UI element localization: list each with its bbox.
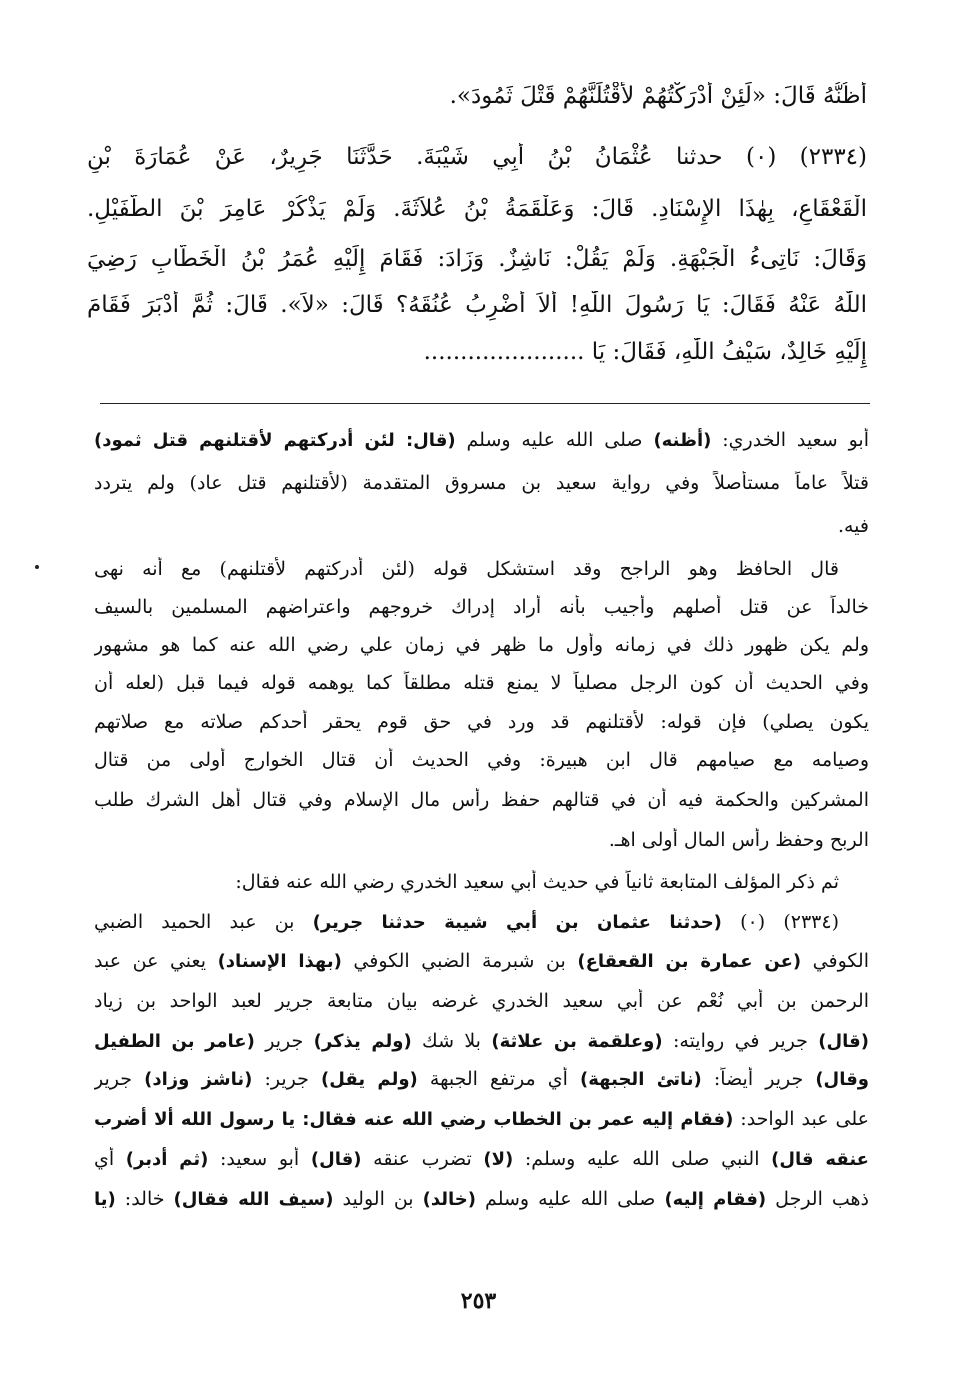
- plain-text: صلى الله عليه وسلم: [476, 1188, 665, 1210]
- plain-text: الرحمن بن أبي نُعْم عن أبي سعيد الخدري غرضه بيان متابعة جرير لعبد الواحد بن زياد: [94, 990, 869, 1012]
- commentary-line: [94, 788, 869, 813]
- bold-quote: (بهذا الإسناد): [217, 951, 342, 972]
- plain-text: بن عبد الحميد الضبي: [94, 911, 313, 933]
- commentary-line: [94, 1147, 869, 1172]
- bold-quote: (ولم يقل): [321, 1069, 418, 1090]
- plain-text: النبي صلى الله عليه وسلم:: [513, 1148, 772, 1170]
- bold-quote: (سيف الله فقال): [173, 1189, 334, 1210]
- plain-text: ولم يكن ظهور ذلك في زمانه وأول ما ظهر في زمان علي رضي الله عنه كما هو مشهور: [94, 634, 869, 656]
- bold-quote: (يا: [94, 1189, 116, 1210]
- commentary-line: [94, 595, 869, 620]
- plain-text: الربح وحفظ رأس المال أولى اهـ.: [608, 829, 869, 851]
- plain-text: أي: [94, 1148, 126, 1170]
- plain-text: تضرب عنقه: [361, 1148, 484, 1170]
- commentary-line: [94, 710, 869, 735]
- hadith-line: (٢٣٣٤) (٠) حدثنا عُثْمَانُ بْنُ أَبِي شَيْبَةَ. حَدَّثَنَا جَرِيرٌ، عَنْ عُمَارَةَ بْنِ: [87, 144, 867, 170]
- bold-quote: عنقه قال): [771, 1149, 869, 1170]
- commentary-line: [94, 1029, 869, 1054]
- bold-quote: وقال): [815, 1069, 869, 1090]
- plain-text: أي مرتفع الجبهة: [417, 1068, 580, 1090]
- plain-text: جرير:: [252, 1068, 322, 1090]
- plain-text: وصيامه مع صيامهم قال ابن هبيرة: وفي الحديث أن قتال الخوارج أولى من قتال: [94, 749, 869, 771]
- plain-text: أبو سعيد:: [208, 1148, 311, 1170]
- bold-quote: (ناتئ الجبهة): [580, 1069, 702, 1090]
- plain-text: (٢٣٣٤) (٠): [721, 911, 840, 933]
- commentary-line: [94, 748, 869, 773]
- plain-text: قال الحافظ وهو الراجح وقد استشكل قوله (لئن أدركتهم لأقتلنهم) مع أنه نهى: [94, 558, 839, 580]
- bold-quote: (لا): [483, 1149, 514, 1170]
- bold-quote: (عامر بن الطفيل: [94, 1031, 255, 1052]
- plain-text: بن الوليد: [333, 1188, 423, 1210]
- hadith-line: وَقَالَ: نَاتِىءُ الْجَبْهَةِ. وَلَمْ يَقُلْ: نَاشِزٌ. وَزَادَ: فَقَامَ إِلَيْهِ عُمَرُ بْنُ الْخَطَّابِ رَضِيَ: [87, 246, 867, 272]
- commentary-line: [94, 1187, 869, 1212]
- hadith-line: أَظُنُّهُ قَالَ: «لَئِنْ أَدْرَكْتُهُمْ لأَقْتُلَنَّهُمْ قَتْلَ ثَمُودَ».: [449, 83, 867, 109]
- plain-text: بلا شك: [411, 1030, 492, 1052]
- bold-quote: (قال): [818, 1031, 869, 1052]
- hadith-line: اللّٰهُ عَنْهُ فَقَالَ: يَا رَسُولَ اللّٰهِ! أَلاَ أَضْرِبُ عُنُقَهُ؟ قَالَ: «لاَ». قَالَ: ثُمَّ أَدْبَرَ فَقَامَ: [87, 292, 867, 318]
- commentary-line: [94, 1067, 869, 1092]
- bold-quote: (عن عمارة بن القعقاع): [577, 951, 802, 972]
- plain-text: فيه.: [837, 515, 869, 537]
- bold-quote: (قال): [310, 1149, 362, 1170]
- hadith-line: إِلَيْهِ خَالِدٌ، سَيْفُ اللّٰهِ، فَقَالَ: يَا ......................: [423, 339, 867, 365]
- plain-text: خالداً عن قتل أصلهم وأجيب بأنه أراد إدراك خروجهم واعتراضهم المسلمين بالسيف: [94, 596, 869, 618]
- commentary-line: [94, 1107, 869, 1132]
- commentary-line: [94, 949, 869, 974]
- commentary-line: [94, 557, 869, 582]
- plain-text: وفي الحديث أن كون الرجل مصلياً لا يمنع قتله مطلقاً كما يوهمه قوله فيما قبل (لعله أن: [94, 672, 869, 694]
- bold-quote: (وعلقمة بن علاثة): [491, 1031, 663, 1052]
- plain-text: خالد:: [115, 1188, 174, 1210]
- plain-text: جرير أيضاً:: [701, 1068, 816, 1090]
- commentary-line: [94, 870, 869, 895]
- plain-text: الكوفي: [801, 950, 869, 972]
- bold-quote: (فقام إليه): [664, 1189, 767, 1210]
- commentary-line: [94, 671, 869, 696]
- commentary-line: [94, 428, 869, 453]
- plain-text: يكون يصلي) فإن قوله: لأقتلنهم قد ورد في حق قوم يحقر أحدكم صلاته مع صلاتهم: [94, 711, 869, 733]
- hadith-line: الْقَعْقَاعِ، بِهٰذَا الإِسْنَادِ. قَالَ: وَعَلْقَمَةُ بْنُ عُلاَثَةَ. وَلَمْ يَذْكُرْ عَامِرَ بْنَ الطُّفَيْلِ.: [87, 196, 867, 222]
- commentary-line: [94, 989, 869, 1014]
- plain-text: صلى الله عليه وسلم: [455, 429, 654, 451]
- commentary-line: [94, 828, 869, 853]
- plain-text: على عبد الواحد:: [733, 1108, 869, 1130]
- bold-quote: (قال: لئن أدركتهم لأقتلنهم قتل ثمود): [94, 430, 456, 451]
- bold-quote: (حدثنا عثمان بن أبي شيبة حدثنا جرير): [312, 912, 722, 933]
- bold-quote: (ولم يذكر): [313, 1031, 412, 1052]
- plain-text: أبو سعيد الخدري:: [711, 429, 869, 451]
- plain-text: جرير: [254, 1030, 314, 1052]
- bold-quote: (ناشز وزاد): [144, 1069, 253, 1090]
- plain-text: يعني عن عبد: [94, 950, 218, 972]
- bold-quote: (فقام إليه عمر بن الخطاب رضي الله عنه فقال: يا رسول الله ألا أضرب: [94, 1109, 734, 1130]
- plain-text: ذهب الرجل: [766, 1188, 869, 1210]
- stray-dot: [35, 565, 39, 569]
- bold-quote: (أظنه): [653, 430, 712, 451]
- plain-text: بن شبرمة الضبي الكوفي: [341, 950, 578, 972]
- commentary-line: [94, 633, 869, 658]
- plain-text: المشركين والحكمة فيه أن في قتالهم حفظ رأس مال الإسلام وفي قتال أهل الشرك طلب: [94, 789, 869, 811]
- plain-text: جرير في روايته:: [662, 1030, 819, 1052]
- commentary-line: [94, 471, 869, 496]
- page-number: ٢٥٣: [460, 1288, 497, 1314]
- commentary-line: [94, 514, 869, 539]
- plain-text: جرير: [94, 1068, 145, 1090]
- footnote-divider: [100, 403, 870, 404]
- plain-text: ثم ذكر المؤلف المتابعة ثانياً في حديث أبي سعيد الخدري رضي الله عنه فقال:: [235, 871, 839, 893]
- bold-quote: (ثم أدبر): [125, 1149, 209, 1170]
- bold-quote: (خالد): [422, 1189, 477, 1210]
- plain-text: قتلاً عاماً مستأصلاً وفي رواية سعيد بن مسروق المتقدمة (لأقتلنهم قتل عاد) ولم يتردد: [94, 472, 869, 494]
- commentary-line: [94, 910, 869, 935]
